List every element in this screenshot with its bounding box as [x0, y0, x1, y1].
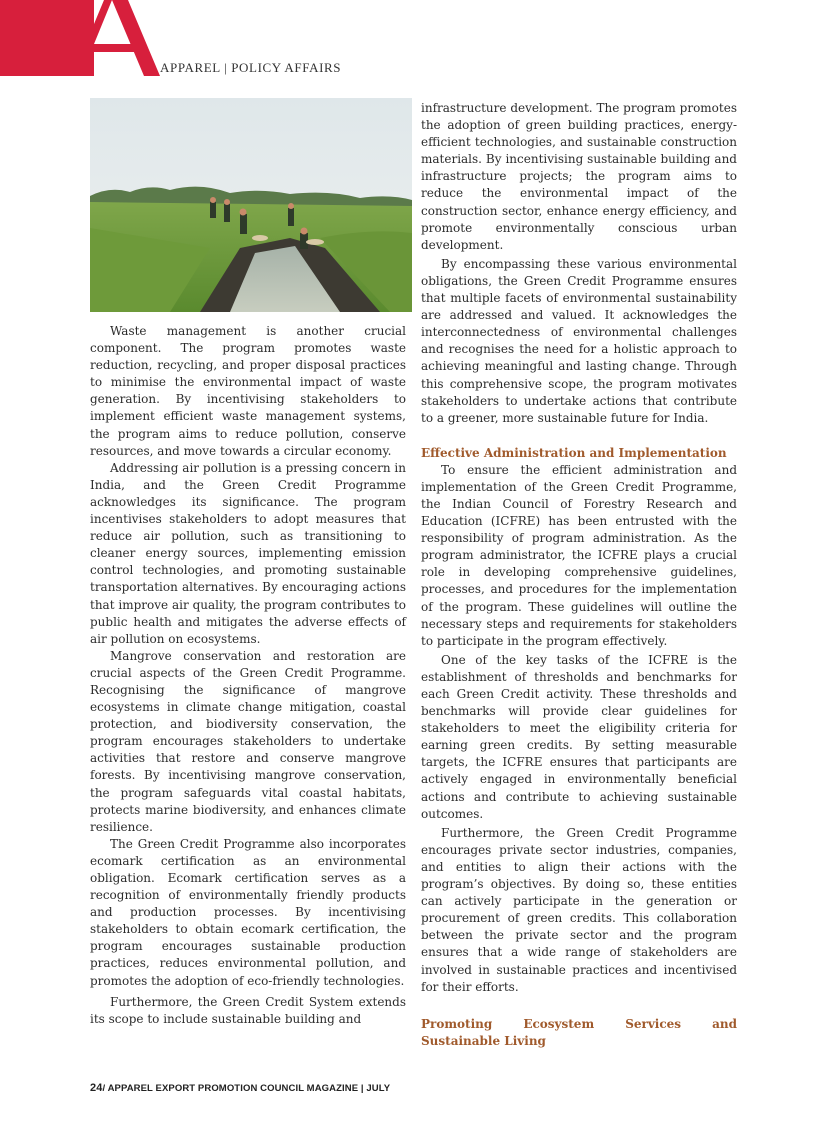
paragraph-building: Furthermore, the Green Credit System extends its scope to include sustainable building and: [90, 994, 406, 1026]
paragraph-ecomark: The Green Credit Programme also incorporates ecomark certification as an environmental obligation. Ecomark certification serves as a recognition of environmentally friendly products and production processes. By incentivising stakeholders to obtain ecomark certification, the program encourages sustainable production practices, reduces environmental pollution, and promotes the adoption of eco-friendly technologies.: [90, 836, 406, 988]
paragraph-air-pollution: Addressing air pollution is a pressing concern in India, and the Green Credit Programme acknowledges its significance. The program incentivises stakeholders to adopt measures that reduce air pollution, such as transitioning to cleaner energy sources, implementing emission control technologies, and promoting sustainable transportation alternatives. By encouraging actions that improve air quality, the program contributes to public health and mitigates the adverse effects of air pollution on ecosystems.: [90, 460, 406, 646]
paragraph-thresholds: One of the key tasks of the ICFRE is the establishment of thresholds and benchmarks for each Green Credit activity. These thresholds and benchmarks will provide clear guidelines for stakeholders to meet the eligibility criteria for earning green credits. By setting measurable targets, the ICFRE ensures that participants are actively engaged in environmentally beneficial actions and contribute to achieving sustainable outcomes.: [421, 652, 737, 821]
paragraph-encompassing: By encompassing these various environmental obligations, the Green Credit Programme ensures that multiple facets of environmental sustainability are addressed and valued. It acknowledges the interconnectedness of environmental challenges and recognises the need for a holistic approach to achieving meaningful and lasting change. Through this comprehensive scope, the program motivates stakeholders to undertake actions that contribute to a greener, more sustainable future for India.: [421, 256, 737, 425]
heading-ecosystem: Promoting Ecosystem Services and Sustainable Living: [421, 1016, 737, 1048]
paragraph-icfre: To ensure the efficient administration and implementation of the Green Credit Programme, the Indian Council of Forestry Research and Education (ICFRE) has been entrusted with the responsibility of program administration. As the program administrator, the ICFRE plays a crucial role in developing comprehensive guidelines, processes, and procedures for the implementation of the program. These guidelines will outline the necessary steps and requirements for stakeholders to participate in the program effectively.: [421, 462, 737, 648]
paragraph-waste: Waste management is another crucial component. The program promotes waste reduction, recycling, and proper disposal practices to minimise the environmental impact of waste generation. By incentivising stakeholders to implement efficient waste management systems, the program aims to reduce pollution, conserve resources, and move towards a circular economy.: [90, 324, 406, 458]
section-label: APPAREL | POLICY AFFAIRS: [160, 60, 342, 75]
right-column: [421, 100, 737, 1050]
page-number: 24: [90, 1082, 103, 1094]
footer-text: / APPAREL EXPORT PROMOTION COUNCIL MAGAZINE | JULY: [102, 1083, 391, 1094]
paragraph-infrastructure: infrastructure development. The program promotes the adoption of green building practices, energy-efficient technologies, and sustainable construction materials. By incentivising sustainable building and infrastructure projects; the program aims to reduce the environmental impact of the construction sector, enhance energy efficiency, and promote environmentally conscious urban development.: [421, 101, 737, 252]
page-footer: [90, 1082, 390, 1094]
paragraph-mangrove: Mangrove conservation and restoration are crucial aspects of the Green Credit Programme. Recognising the significance of mangrove ecosystems in climate change mitigation, coastal protection, and biodiversity conservation, the program encourages stakeholders to undertake activities that restore and conserve mangrove forests. By incentivising mangrove conservation, the program safeguards vital coastal habitats, protects marine biodiversity, and enhances climate resilience.: [90, 648, 406, 834]
left-column: [90, 323, 406, 1028]
apparel-logo: [0, 0, 160, 76]
paragraph-private-sector: Furthermore, the Green Credit Programme encourages private sector industries, companies, and entities to align their actions with the program’s objectives. By doing so, these entities can actively participate in the generation or procurement of green credits. This collaboration between the private sector and the program ensures that a wide range of stakeholders are involved in sustainable practices and incentivised for their efforts.: [421, 825, 737, 994]
rice-field-workers-photo: [90, 98, 412, 312]
heading-administration: Effective Administration and Implementation: [421, 445, 727, 460]
